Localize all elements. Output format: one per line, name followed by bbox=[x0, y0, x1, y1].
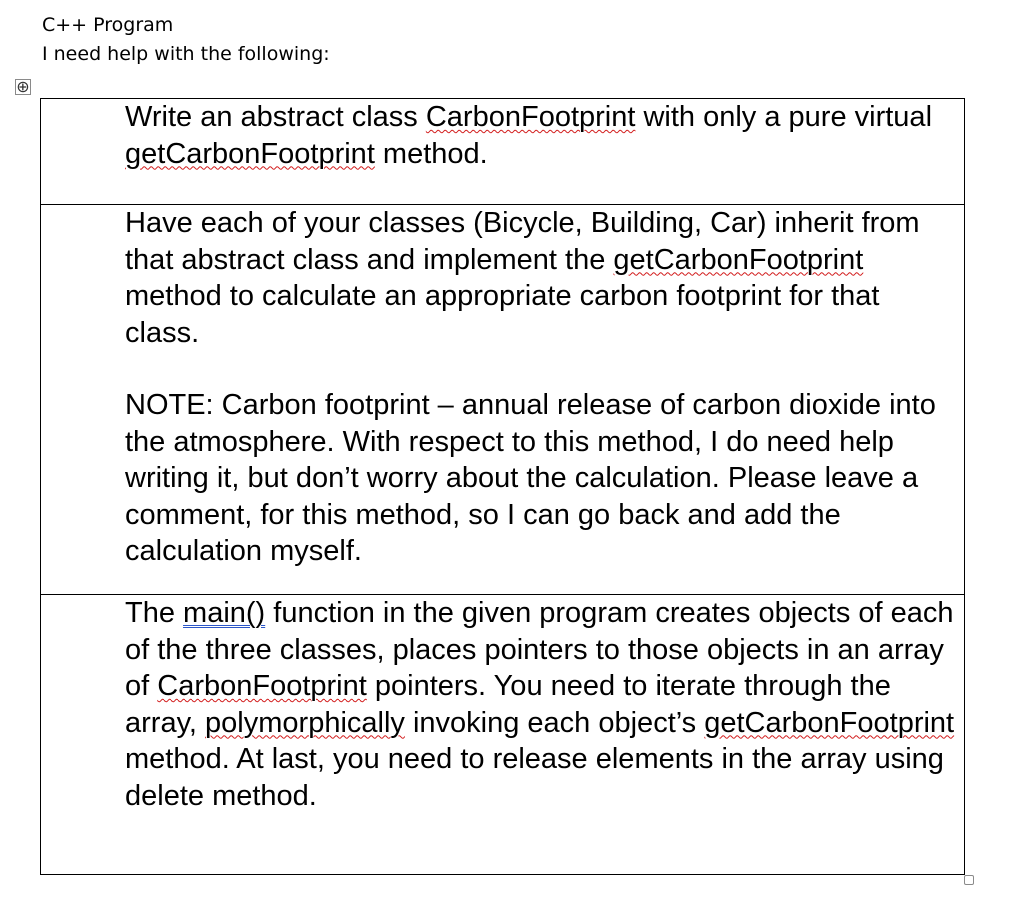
move-handle-icon[interactable]: ⊕ bbox=[16, 77, 30, 96]
spelling-flagged-word: CarbonFootprint bbox=[425, 101, 636, 133]
grammar-flagged-word: main() bbox=[183, 597, 266, 629]
paragraph bbox=[125, 205, 956, 351]
text-run: method. At last, you need to release elements in the array using delete method. bbox=[125, 743, 944, 812]
text-run: The bbox=[125, 597, 184, 629]
text-run: NOTE: Carbon footprint – annual release of carbon dioxide into the atmosphere. With respect to this method, I do need help writing it, but don’t worry about the calculation. Please leave a comment, for this method, so I can go back and add the calculation myself. bbox=[125, 389, 936, 567]
intro-request: I need help with the following: bbox=[42, 43, 330, 65]
spelling-flagged-word: getCarbonFootprint bbox=[704, 706, 955, 739]
paragraph bbox=[125, 99, 956, 172]
text-run: with only a pure virtual bbox=[635, 101, 933, 133]
intro-title: C++ Program bbox=[42, 14, 174, 36]
table-row bbox=[41, 595, 964, 875]
text-run: invoking each object’s bbox=[404, 706, 705, 739]
paragraph bbox=[125, 595, 956, 814]
spelling-flagged-word: getCarbonFootprint bbox=[613, 243, 864, 276]
paragraph bbox=[125, 387, 956, 570]
text-run: method. bbox=[374, 137, 488, 170]
text-run: Write an abstract class bbox=[125, 101, 426, 133]
spelling-flagged-word: CarbonFootprint bbox=[157, 670, 367, 702]
text-run: Have each of your classes (Bicycle, Building, Car) inherit from that abstract class and implement the bbox=[125, 207, 920, 276]
spelling-flagged-word: polymorphically bbox=[205, 706, 405, 739]
text-run: method to calculate an appropriate carbon footprint for that class. bbox=[125, 280, 880, 349]
table-row bbox=[41, 205, 964, 595]
text-run: function in the given program creates objects of each of the three classes, places pointers to those objects in an array of bbox=[125, 597, 954, 702]
resize-handle-icon[interactable] bbox=[964, 875, 974, 885]
task-table bbox=[40, 98, 965, 875]
text-run: pointers. You need to iterate through the array, bbox=[125, 670, 891, 739]
table-row bbox=[41, 99, 964, 205]
spelling-flagged-word: getCarbonFootprint bbox=[125, 137, 375, 170]
